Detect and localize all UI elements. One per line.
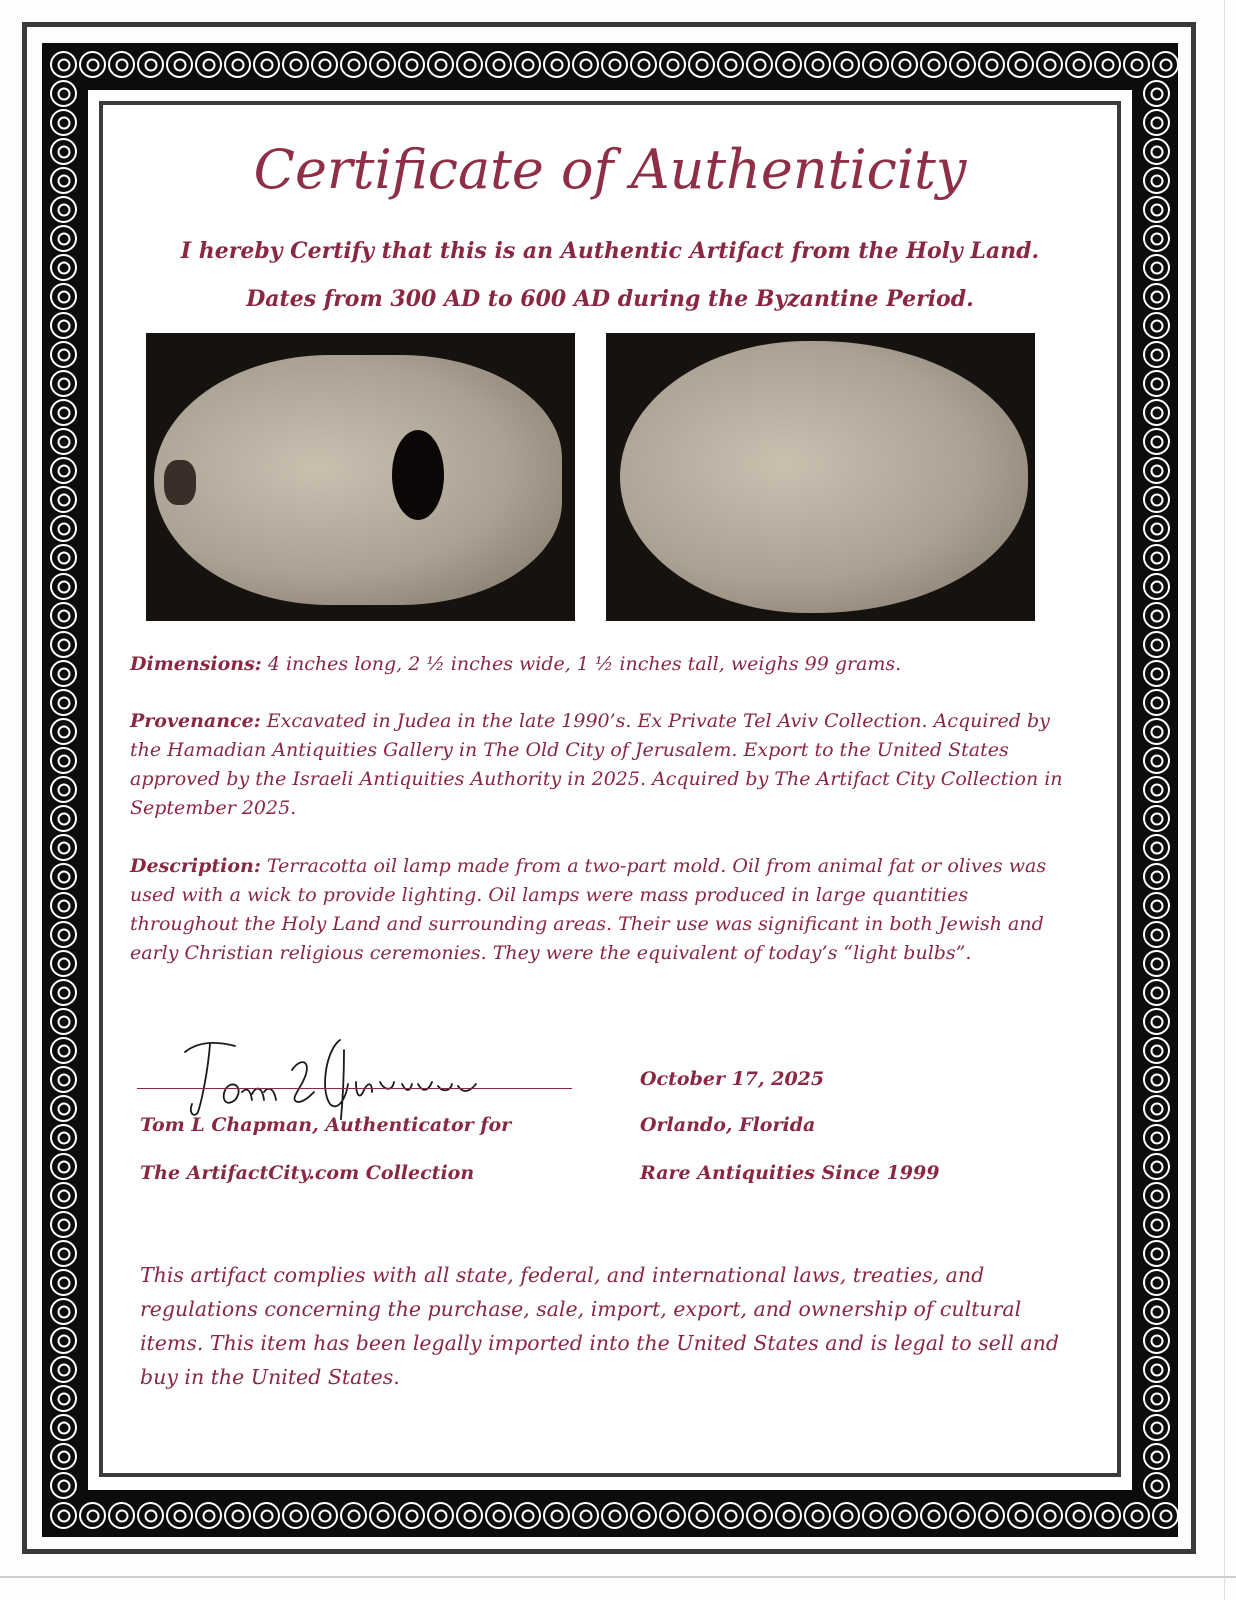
ring-ornament-icon xyxy=(1143,950,1170,977)
ring-ornament-icon xyxy=(50,1240,77,1267)
ring-ornament-icon xyxy=(1152,1502,1179,1529)
certificate-date: October 17, 2025 xyxy=(640,1068,825,1090)
ring-ornament-icon xyxy=(50,1472,77,1499)
ring-ornament-icon xyxy=(427,1502,454,1529)
ring-ornament-icon xyxy=(543,1502,570,1529)
ring-ornament-icon xyxy=(50,544,77,571)
ring-ornament-icon xyxy=(1123,1502,1150,1529)
ring-ornament-icon xyxy=(1143,1153,1170,1180)
ring-ornament-icon xyxy=(1143,312,1170,339)
ring-ornament-icon xyxy=(891,51,918,78)
ring-ornament-icon xyxy=(659,1502,686,1529)
ring-ornament-icon xyxy=(1143,834,1170,861)
scan-edge xyxy=(0,1576,1236,1578)
ring-border-top xyxy=(50,51,1181,78)
ring-ornament-icon xyxy=(50,1414,77,1441)
ring-ornament-icon xyxy=(1065,1502,1092,1529)
ring-border-bottom xyxy=(50,1502,1181,1529)
ring-ornament-icon xyxy=(1143,776,1170,803)
ring-ornament-icon xyxy=(50,1182,77,1209)
ring-ornament-icon xyxy=(50,747,77,774)
ring-ornament-icon xyxy=(688,1502,715,1529)
ring-ornament-icon xyxy=(1143,80,1170,107)
ring-ornament-icon xyxy=(253,51,280,78)
ring-ornament-icon xyxy=(1143,1240,1170,1267)
ring-ornament-icon xyxy=(50,1443,77,1470)
ring-ornament-icon xyxy=(1143,747,1170,774)
certificate-title: Certificate of Authenticity xyxy=(253,138,967,201)
ring-ornament-icon xyxy=(369,1502,396,1529)
ring-ornament-icon xyxy=(1143,1008,1170,1035)
ring-ornament-icon xyxy=(1143,1443,1170,1470)
ring-ornament-icon xyxy=(282,1502,309,1529)
ring-ornament-icon xyxy=(195,51,222,78)
ring-ornament-icon xyxy=(50,457,77,484)
ring-ornament-icon xyxy=(195,1502,222,1529)
ring-ornament-icon xyxy=(572,1502,599,1529)
ring-ornament-icon xyxy=(166,51,193,78)
ring-ornament-icon xyxy=(1143,660,1170,687)
ring-ornament-icon xyxy=(833,1502,860,1529)
ring-ornament-icon xyxy=(50,1095,77,1122)
ring-ornament-icon xyxy=(398,51,425,78)
ring-ornament-icon xyxy=(166,1502,193,1529)
ring-ornament-icon xyxy=(949,1502,976,1529)
company-tagline: Rare Antiquities Since 1999 xyxy=(640,1162,940,1184)
ring-ornament-icon xyxy=(50,921,77,948)
ring-ornament-icon xyxy=(746,1502,773,1529)
ring-ornament-icon xyxy=(50,1356,77,1383)
ring-ornament-icon xyxy=(1143,1124,1170,1151)
ring-ornament-icon xyxy=(1143,892,1170,919)
ring-ornament-icon xyxy=(50,1124,77,1151)
dimensions-text: 4 inches long, 2 ½ inches wide, 1 ½ inches tall, weighs 99 grams. xyxy=(261,653,902,675)
ring-ornament-icon xyxy=(50,689,77,716)
ring-ornament-icon xyxy=(1143,486,1170,513)
ring-ornament-icon xyxy=(1143,1269,1170,1296)
ring-ornament-icon xyxy=(50,979,77,1006)
ring-ornament-icon xyxy=(804,1502,831,1529)
ring-ornament-icon xyxy=(50,660,77,687)
ring-ornament-icon xyxy=(311,1502,338,1529)
description-label: Description: xyxy=(130,855,261,877)
ring-ornament-icon xyxy=(717,1502,744,1529)
ring-ornament-icon xyxy=(50,1037,77,1064)
ring-ornament-icon xyxy=(1143,1414,1170,1441)
ring-ornament-icon xyxy=(746,51,773,78)
ring-ornament-icon xyxy=(1094,51,1121,78)
ring-ornament-icon xyxy=(485,1502,512,1529)
ring-ornament-icon xyxy=(50,950,77,977)
ring-ornament-icon xyxy=(108,51,135,78)
ring-ornament-icon xyxy=(514,1502,541,1529)
ring-ornament-icon xyxy=(1123,51,1150,78)
artifact-photo-bottom xyxy=(606,333,1035,621)
ring-ornament-icon xyxy=(1143,457,1170,484)
provenance-paragraph xyxy=(130,707,1070,823)
ring-ornament-icon xyxy=(601,51,628,78)
ring-ornament-icon xyxy=(1143,1211,1170,1238)
ring-ornament-icon xyxy=(224,51,251,78)
ring-ornament-icon xyxy=(456,1502,483,1529)
ring-ornament-icon xyxy=(1143,921,1170,948)
ring-ornament-icon xyxy=(775,51,802,78)
ring-ornament-icon xyxy=(50,776,77,803)
ring-ornament-icon xyxy=(1143,1066,1170,1093)
ring-ornament-icon xyxy=(1143,602,1170,629)
ring-ornament-icon xyxy=(253,1502,280,1529)
ring-ornament-icon xyxy=(50,486,77,513)
ring-ornament-icon xyxy=(1036,51,1063,78)
ring-ornament-icon xyxy=(1143,515,1170,542)
description-paragraph xyxy=(130,852,1070,968)
authenticator-name: Tom L Chapman, Authenticator for xyxy=(140,1114,512,1136)
ring-ornament-icon xyxy=(833,51,860,78)
authenticator-organization: The ArtifactCity.com Collection xyxy=(140,1162,475,1184)
ring-ornament-icon xyxy=(630,1502,657,1529)
ring-ornament-icon xyxy=(1143,1037,1170,1064)
ring-ornament-icon xyxy=(1143,573,1170,600)
ring-ornament-icon xyxy=(456,51,483,78)
ring-ornament-icon xyxy=(137,1502,164,1529)
ring-ornament-icon xyxy=(688,51,715,78)
ring-ornament-icon xyxy=(1094,1502,1121,1529)
period-dates: Dates from 300 AD to 600 AD during the Byzantine Period. xyxy=(246,286,974,312)
ring-ornament-icon xyxy=(50,834,77,861)
ring-ornament-icon xyxy=(50,370,77,397)
ring-ornament-icon xyxy=(1143,805,1170,832)
ring-ornament-icon xyxy=(50,718,77,745)
ring-ornament-icon xyxy=(1143,544,1170,571)
ring-ornament-icon xyxy=(601,1502,628,1529)
ring-ornament-icon xyxy=(311,51,338,78)
ring-ornament-icon xyxy=(949,51,976,78)
ring-ornament-icon xyxy=(50,1269,77,1296)
ring-ornament-icon xyxy=(282,51,309,78)
provenance-label: Provenance: xyxy=(130,710,261,732)
ring-ornament-icon xyxy=(630,51,657,78)
ring-ornament-icon xyxy=(50,399,77,426)
ring-ornament-icon xyxy=(1143,1385,1170,1412)
legal-compliance-statement: This artifact complies with all state, federal, and international laws, treaties, and regulations concerning the purchase, sale, import, export, and ownership of cultural items. This item has been legally imported into the United States and is legal to sell and buy in the United States. xyxy=(140,1263,1059,1389)
ring-ornament-icon xyxy=(50,1153,77,1180)
ring-ornament-icon xyxy=(775,1502,802,1529)
ring-ornament-icon xyxy=(137,51,164,78)
ring-ornament-icon xyxy=(50,1298,77,1325)
ring-ornament-icon xyxy=(1143,863,1170,890)
ring-ornament-icon xyxy=(717,51,744,78)
ring-ornament-icon xyxy=(50,805,77,832)
ring-ornament-icon xyxy=(1007,51,1034,78)
ring-ornament-icon xyxy=(79,1502,106,1529)
ring-ornament-icon xyxy=(340,51,367,78)
ring-ornament-icon xyxy=(1143,1356,1170,1383)
ring-ornament-icon xyxy=(1143,428,1170,455)
ring-ornament-icon xyxy=(369,51,396,78)
provenance-text: Excavated in Judea in the late 1990’s. Ex Private Tel Aviv Collection. Acquired by the Hamadian Antiquities Gallery in The Old City of Jerusalem. Export to the United States approved by the Israeli Antiquities Authority in 2025. Acquired by The Artifact City Collection in September 2025. xyxy=(130,710,1063,819)
dimensions-paragraph xyxy=(130,650,1070,679)
ring-ornament-icon xyxy=(79,51,106,78)
certification-statement: I hereby Certify that this is an Authentic Artifact from the Holy Land. xyxy=(180,238,1040,264)
ring-ornament-icon xyxy=(50,51,77,78)
ring-ornament-icon xyxy=(427,51,454,78)
ring-ornament-icon xyxy=(659,51,686,78)
artifact-photo-top xyxy=(146,333,575,621)
ring-ornament-icon xyxy=(1143,689,1170,716)
ring-ornament-icon xyxy=(1143,370,1170,397)
ring-ornament-icon xyxy=(1143,399,1170,426)
signature-line xyxy=(137,1088,572,1089)
ring-ornament-icon xyxy=(920,51,947,78)
ring-ornament-icon xyxy=(920,1502,947,1529)
ring-ornament-icon xyxy=(50,1385,77,1412)
ring-ornament-icon xyxy=(50,515,77,542)
ring-ornament-icon xyxy=(50,1008,77,1035)
lamp-fill-hole xyxy=(392,430,444,520)
ring-ornament-icon xyxy=(50,863,77,890)
oil-lamp-image xyxy=(620,341,1028,613)
ring-ornament-icon xyxy=(891,1502,918,1529)
ring-ornament-icon xyxy=(978,1502,1005,1529)
certificate-location: Orlando, Florida xyxy=(640,1114,816,1136)
scan-edge xyxy=(1224,0,1225,1600)
ring-ornament-icon xyxy=(50,602,77,629)
dimensions-label: Dimensions: xyxy=(130,653,262,675)
ring-ornament-icon xyxy=(398,1502,425,1529)
handwritten-signature xyxy=(180,1030,540,1120)
ring-ornament-icon xyxy=(1143,1472,1170,1499)
ring-ornament-icon xyxy=(50,341,77,368)
ring-ornament-icon xyxy=(108,1502,135,1529)
ring-ornament-icon xyxy=(224,1502,251,1529)
ring-ornament-icon xyxy=(50,573,77,600)
lamp-nozzle xyxy=(164,460,196,505)
ring-ornament-icon xyxy=(50,312,77,339)
ring-ornament-icon xyxy=(1143,1327,1170,1354)
oil-lamp-image xyxy=(154,355,562,605)
ring-ornament-icon xyxy=(1143,718,1170,745)
ring-ornament-icon xyxy=(543,51,570,78)
ring-ornament-icon xyxy=(1143,1182,1170,1209)
ring-ornament-icon xyxy=(50,1502,77,1529)
ring-ornament-icon xyxy=(340,1502,367,1529)
ring-ornament-icon xyxy=(50,80,77,107)
ring-ornament-icon xyxy=(50,1066,77,1093)
ring-ornament-icon xyxy=(978,51,1005,78)
description-text: Terracotta oil lamp made from a two-part mold. Oil from animal fat or olives was used with a wick to provide lighting. Oil lamps were mass produced in large quantities throughout the Holy Land and surrounding areas. Their use was significant in both Jewish and early Christian religious ceremonies. They were the equivalent of today’s “light bulbs”. xyxy=(130,855,1047,964)
ring-ornament-icon xyxy=(1143,631,1170,658)
ring-ornament-icon xyxy=(514,51,541,78)
ring-ornament-icon xyxy=(572,51,599,78)
ring-ornament-icon xyxy=(804,51,831,78)
ring-ornament-icon xyxy=(50,631,77,658)
ring-ornament-icon xyxy=(1143,109,1170,136)
ring-ornament-icon xyxy=(1065,51,1092,78)
ring-ornament-icon xyxy=(1007,1502,1034,1529)
ring-ornament-icon xyxy=(50,109,77,136)
ring-ornament-icon xyxy=(1152,51,1179,78)
ring-ornament-icon xyxy=(1143,1095,1170,1122)
ring-ornament-icon xyxy=(50,892,77,919)
ring-ornament-icon xyxy=(862,51,889,78)
ring-ornament-icon xyxy=(50,1327,77,1354)
ring-ornament-icon xyxy=(50,428,77,455)
ring-ornament-icon xyxy=(1143,979,1170,1006)
ring-ornament-icon xyxy=(50,1211,77,1238)
ring-ornament-icon xyxy=(1143,1298,1170,1325)
ring-ornament-icon xyxy=(485,51,512,78)
ring-ornament-icon xyxy=(862,1502,889,1529)
ring-ornament-icon xyxy=(1036,1502,1063,1529)
ring-ornament-icon xyxy=(1143,341,1170,368)
